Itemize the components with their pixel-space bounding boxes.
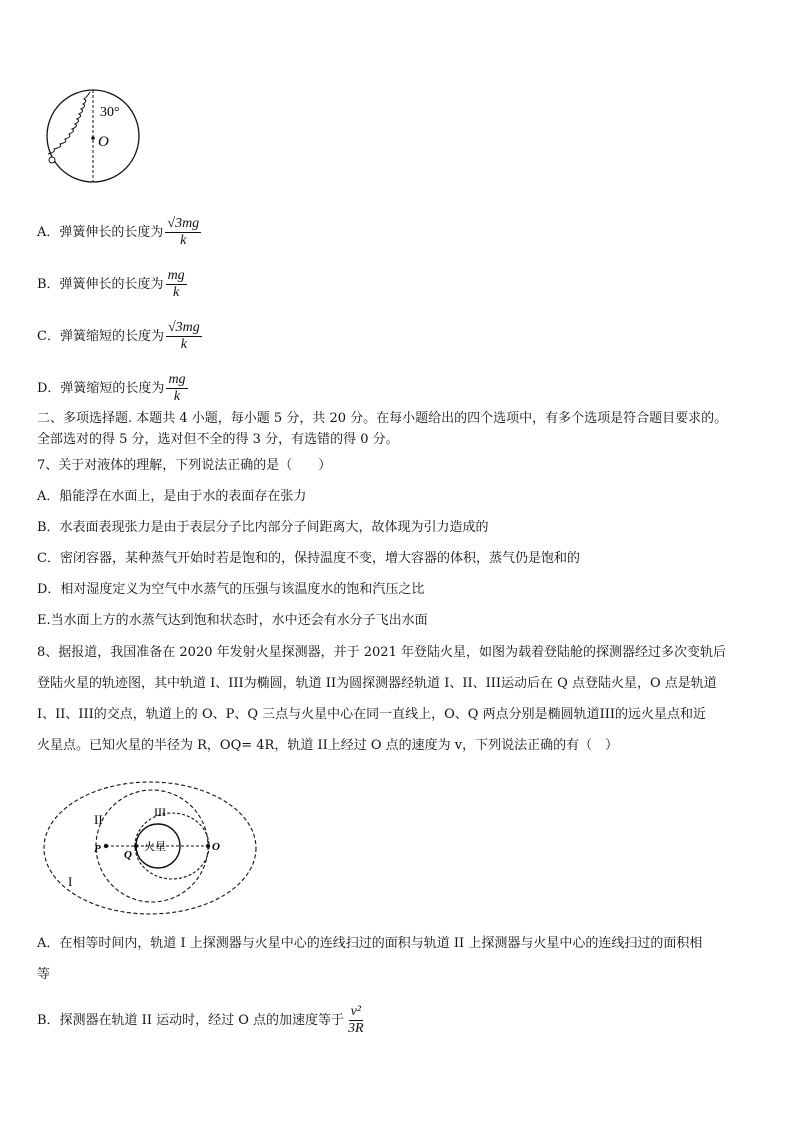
q6-option-b bbox=[37, 268, 187, 301]
option-label: C．弹簧缩短的长度为 bbox=[37, 328, 164, 344]
denominator: k bbox=[180, 233, 187, 248]
q8-stem-line3: I、II、III的交点，轨道上的 O、P、Q 三点与火星中心在同一直线上，O、Q 两点分别是椭圆轨道III的远火星点和近 bbox=[37, 707, 706, 722]
q6-option-a bbox=[37, 216, 201, 249]
label-O: O bbox=[212, 841, 220, 853]
option-label: B．探测器在轨道 II 运动时，经过 O 点的加速度等于 bbox=[37, 1012, 345, 1028]
center-dot bbox=[91, 136, 95, 140]
q8-option-b bbox=[37, 1004, 366, 1037]
q7-option-d: D．相对湿度定义为空气中水蒸气的压强与该温度水的饱和汽压之比 bbox=[37, 582, 425, 597]
q7-option-b: B．水表面表现张力是由于表层分子比内部分子间距离大，故体现为引力造成的 bbox=[37, 520, 489, 535]
label-II: II bbox=[94, 812, 103, 827]
denominator: k bbox=[180, 337, 187, 352]
option-label: D．弹簧缩短的长度为 bbox=[37, 380, 165, 396]
center-label: O bbox=[98, 134, 109, 150]
fraction bbox=[166, 268, 187, 301]
label-I: I bbox=[68, 874, 73, 889]
section-heading-line1: 二、多项选择题. 本题共 4 小题，每小题 5 分，共 20 分。在每小题给出的四个选项中，有多个选项是符合题目要求的。 bbox=[37, 411, 728, 426]
q8-stem-line2: 登陆火星的轨迹图，其中轨道 I、III为椭圆，轨道 II为圆探测器经轨道 I、II、III运动后在 Q 点登陆火星，O 点是轨道 bbox=[37, 676, 717, 691]
point-O bbox=[206, 844, 210, 848]
fraction bbox=[346, 1004, 366, 1037]
spring-coil bbox=[48, 92, 90, 154]
fraction bbox=[165, 216, 201, 249]
option-label: A．弹簧伸长的长度为 bbox=[37, 224, 164, 240]
numerator: √3mg bbox=[167, 320, 200, 335]
denominator: k bbox=[173, 389, 181, 404]
label-Q: Q bbox=[124, 849, 132, 861]
orbit-figure bbox=[40, 780, 280, 920]
section-heading-line2: 全部选对的得 5 分，选对但不全的得 3 分，有选错的得 0 分。 bbox=[37, 432, 399, 447]
option-label: B．弹簧伸长的长度为 bbox=[37, 276, 164, 292]
denominator: 3R bbox=[348, 1021, 364, 1036]
angle-label: 30° bbox=[100, 105, 120, 120]
circle-spring-figure bbox=[40, 88, 150, 188]
denominator: k bbox=[173, 285, 180, 300]
point-P bbox=[104, 844, 108, 848]
q8-option-a-line2: 等 bbox=[37, 967, 51, 982]
numerator: mg bbox=[167, 268, 185, 283]
label-P: P bbox=[94, 843, 101, 855]
q8-option-a-line1: A．在相等时间内，轨道 I 上探测器与火星中心的连线扫过的面积与轨道 II 上探测器与火星中心的连线扫过的面积相 bbox=[37, 936, 703, 951]
q8-stem-line1: 8、据报道，我国准备在 2020 年发射火星探测器，并于 2021 年登陆火星，如图为载着登陆舱的探测器经过多次变轨后 bbox=[37, 645, 726, 660]
fraction bbox=[166, 372, 187, 405]
q7-option-e: E.当水面上方的水蒸气达到饱和状态时，水中还会有水分子飞出水面 bbox=[37, 613, 428, 628]
numerator: v² bbox=[350, 1004, 361, 1019]
q7-option-c: C．密闭容器，某种蒸气开始时若是饱和的，保持温度不变，增大容器的体积，蒸气仍是饱和的 bbox=[37, 551, 580, 566]
q6-option-c bbox=[37, 320, 202, 353]
label-III: III bbox=[154, 805, 166, 819]
q6-option-d bbox=[37, 372, 188, 405]
q7-option-a: A．船能浮在水面上，是由于水的表面存在张力 bbox=[37, 489, 307, 504]
fraction bbox=[166, 320, 202, 353]
point-Q bbox=[134, 844, 138, 848]
q8-stem-line4: 火星点。已知火星的半径为 R，OQ= 4R，轨道 II上经过 O 点的速度为 v，下列说法正确的有（ ） bbox=[37, 738, 619, 753]
q7-stem: 7、关于对液体的理解，下列说法正确的是（ ） bbox=[37, 458, 332, 473]
label-mars: 火星 bbox=[144, 840, 166, 853]
bead bbox=[49, 157, 55, 163]
numerator: √3mg bbox=[167, 216, 200, 231]
numerator: mg bbox=[168, 372, 186, 387]
